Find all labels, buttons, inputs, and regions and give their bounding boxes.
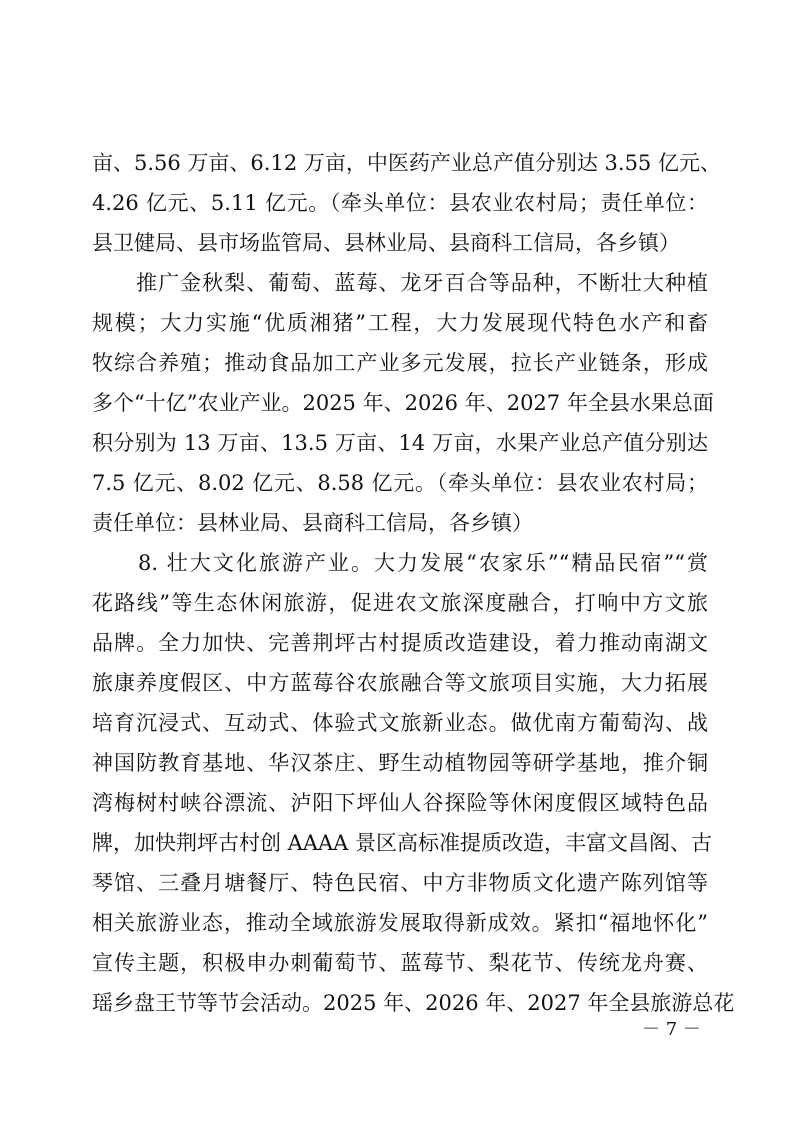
body-text	[92, 143, 735, 1023]
text-line-6: 牧综合养殖；推动食品加工产业多元发展，拉长产业链条，形成	[92, 351, 708, 375]
text-line-7: 多个“十亿”农业产业。2025 年、2026 年、2027 年全县水果总面	[92, 391, 714, 415]
text-line-13: 品牌。全力加快、完善荆坪古村提质改造建设，着力推动南湖文	[92, 631, 708, 655]
text-line-17: 湾梅树村峡谷漂流、泸阳下坪仙人谷探险等休闲度假区域特色品	[92, 791, 708, 815]
text-line-10: 责任单位：县林业局、县商科工信局，各乡镇）	[92, 511, 533, 535]
page-number: － 7 －	[642, 1019, 701, 1040]
text-line-12: 花路线”等生态休闲旅游，促进农文旅深度融合，打响中方文旅	[92, 591, 708, 615]
text-line-15: 培育沉浸式、互动式、体验式文旅新业态。做优南方葡萄沟、战	[92, 711, 708, 735]
text-line-20: 相关旅游业态，推动全域旅游发展取得新成效。紧扣“福地怀化”	[92, 911, 708, 935]
text-line-18: 牌，加快荆坪古村创 AAAA 景区高标准提质改造，丰富文昌阁、古	[92, 831, 713, 855]
text-line-9: 7.5 亿元、8.02 亿元、8.58 亿元。（牵头单位：县农业农村局；	[92, 471, 708, 495]
text-line-3: 县卫健局、县市场监管局、县林业局、县商科工信局，各乡镇）	[92, 231, 680, 255]
text-line-11: 8. 壮大文化旅游产业。大力发展“农家乐”“精品民宿”“赏	[92, 551, 708, 575]
text-line-4: 推广金秋梨、葡萄、蓝莓、龙牙百合等品种，不断壮大种植	[92, 271, 708, 295]
text-line-5: 规模；大力实施“优质湘猪”工程，大力发展现代特色水产和畜	[92, 311, 708, 335]
text-line-14: 旅康养度假区、中方蓝莓谷农旅融合等文旅项目实施，大力拓展	[92, 671, 708, 695]
text-line-19: 琴馆、三叠月塘餐厅、特色民宿、中方非物质文化遗产陈列馆等	[92, 871, 708, 895]
text-line-1: 亩、5.56 万亩、6.12 万亩，中医药产业总产值分别达 3.55 亿元、	[92, 151, 721, 175]
text-line-16: 神国防教育基地、华汉茶庄、野生动植物园等研学基地，推介铜	[92, 751, 708, 775]
text-line-22: 瑶乡盘王节等节会活动。2025 年、2026 年、2027 年全县旅游总花	[92, 991, 735, 1015]
text-line-21: 宣传主题，积极申办刺葡萄节、蓝莓节、梨花节、传统龙舟赛、	[92, 951, 708, 975]
text-line-2: 4.26 亿元、5.11 亿元。（牵头单位：县农业农村局；责任单位：	[92, 191, 708, 215]
text-line-8: 积分别为 13 万亩、13.5 万亩、14 万亩，水果产业总产值分别达	[92, 431, 708, 455]
